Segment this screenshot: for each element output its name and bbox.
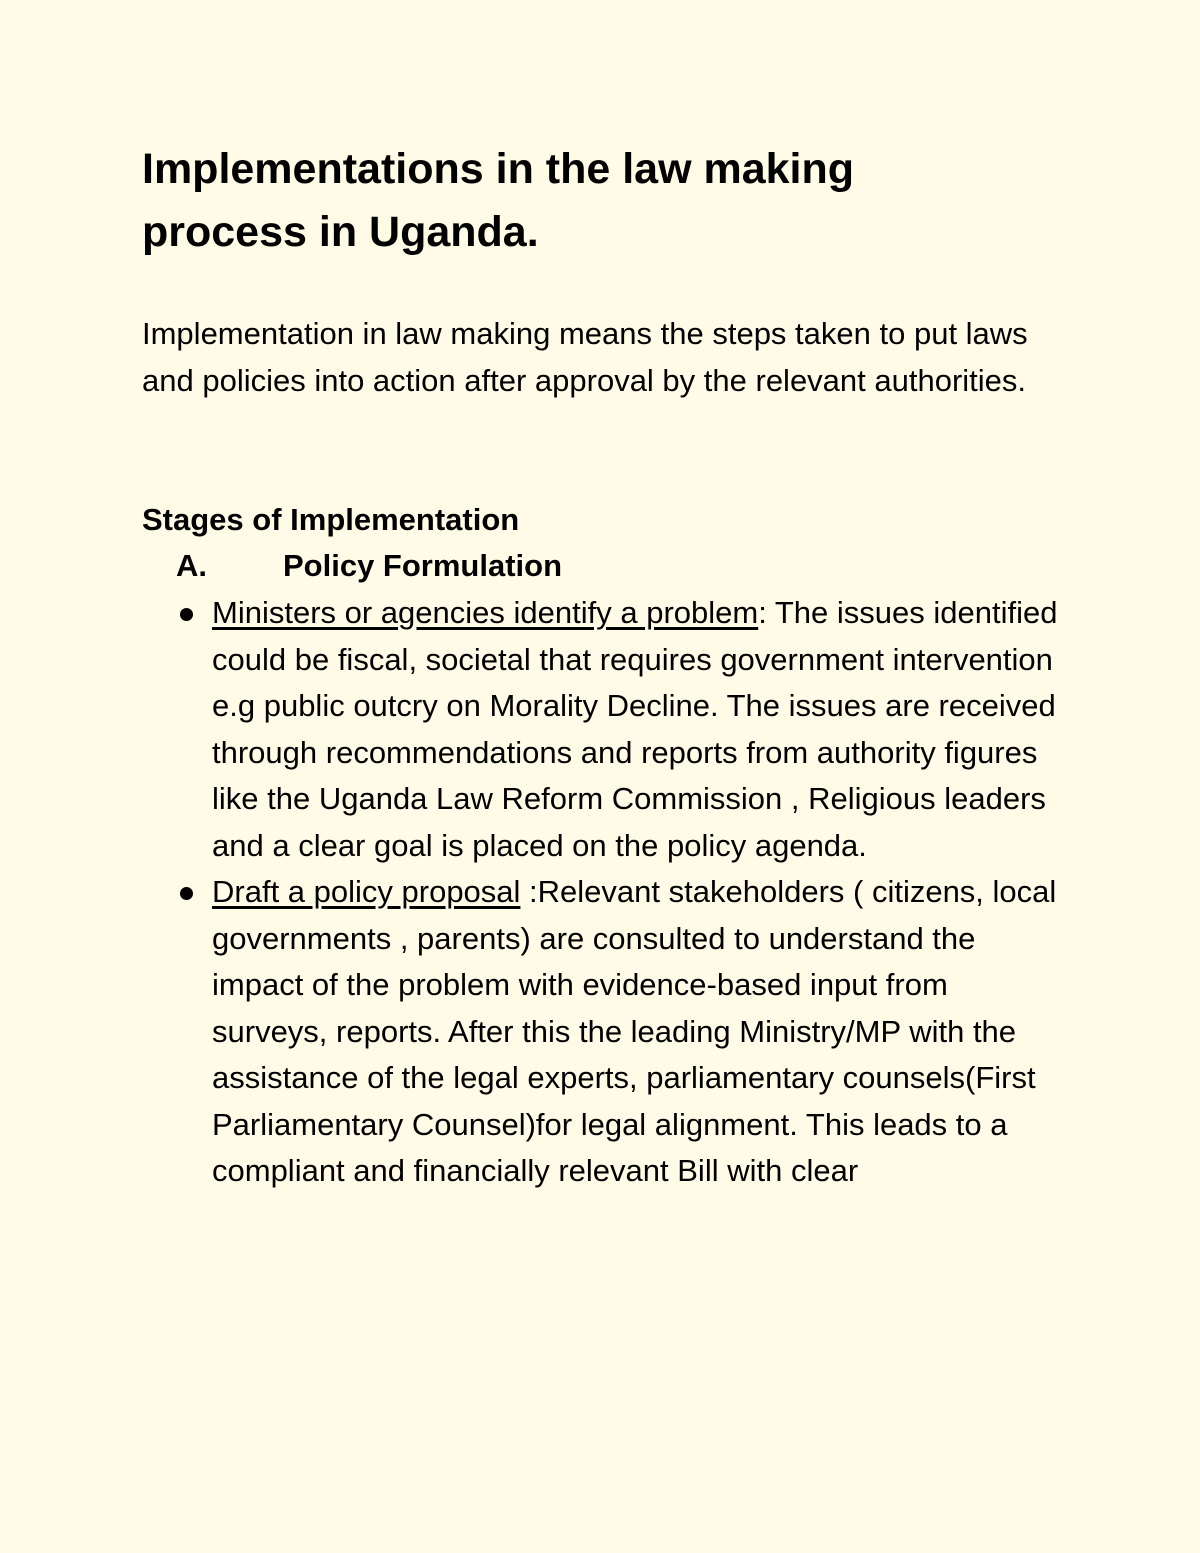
list-item xyxy=(0,590,1062,869)
subsection-letter: A. xyxy=(176,548,207,583)
bullet-text: : The issues identified could be fiscal, societal that requires government intervention e.g public outcry on Morality Decline. The issues are received through recommendations and reports from authority figures like the Uganda Law Reform Commission , Religious leaders and a clear goal is placed on the policy agenda. xyxy=(212,595,1058,863)
bullet-list xyxy=(0,590,1062,1195)
subsection-title: Policy Formulation xyxy=(283,548,563,583)
section-heading: Stages of Implementation xyxy=(142,502,520,537)
bullet-term: Draft a policy proposal xyxy=(212,874,521,909)
page-title: Implementations in the law making process in Uganda. xyxy=(142,145,855,256)
subsection-heading xyxy=(176,543,562,590)
list-item xyxy=(0,869,1062,1195)
intro-paragraph: Implementation in law making means the steps taken to put laws and policies into action after approval by the relevant authorities. xyxy=(142,316,1028,398)
bullet-icon xyxy=(180,887,193,900)
bullet-icon xyxy=(180,608,193,621)
bullet-text: :Relevant stakeholders ( citizens, local governments , parents) are consulted to understand the impact of the problem with evidence-based input from surveys, reports. After this the leading Ministry/MP with the assistance of the legal experts, parliamentary counsels(First Parliamentary Counsel)for legal alignment. This leads to a compliant and financially relevant Bill with clear xyxy=(212,874,1057,1188)
bullet-term: Ministers or agencies identify a problem xyxy=(212,595,759,630)
